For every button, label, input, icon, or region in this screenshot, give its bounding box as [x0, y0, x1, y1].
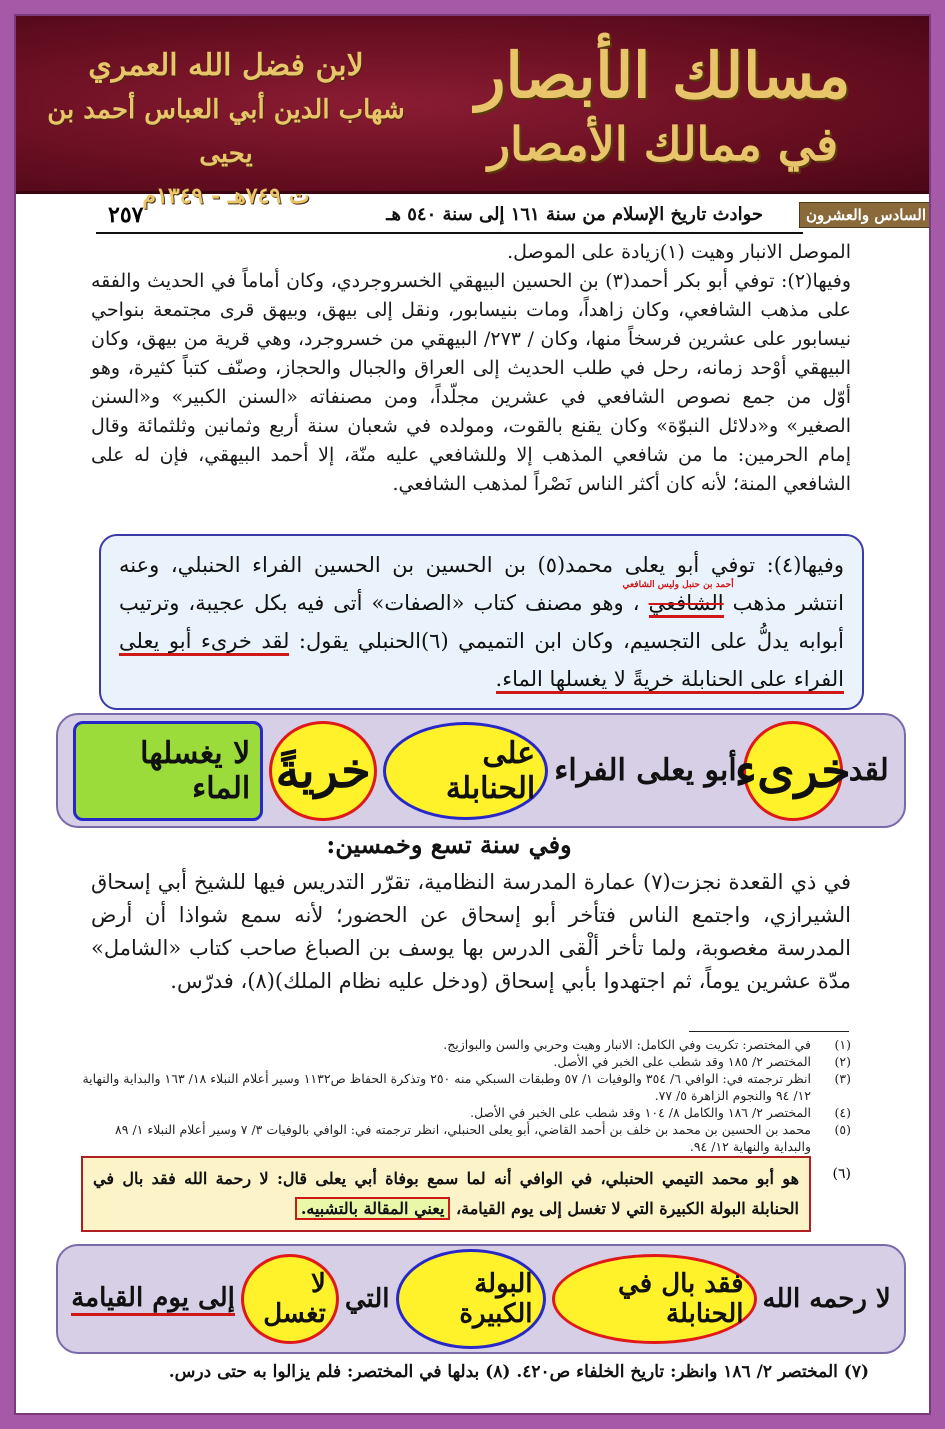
band2-word-bal: فقد بال في الحنابلة: [552, 1254, 757, 1344]
footnote-number: (٤): [834, 1105, 851, 1120]
footnote: [81, 1053, 851, 1070]
footnote-number: (١): [834, 1037, 851, 1052]
page-number: ٢٥٧: [108, 202, 144, 228]
footnote-number: (٥): [834, 1122, 851, 1137]
volume-tag: السادس والعشرون: [799, 202, 931, 228]
footnote-6-highlight: يعني المقالة بالتشبيه.: [295, 1197, 451, 1220]
footnote-6-box: [81, 1156, 811, 1232]
head-rule: [96, 232, 803, 234]
book-author: [36, 44, 416, 216]
book-title-line1: مسالك الأبصار: [475, 39, 851, 112]
band2-word-allati: التي: [344, 1284, 390, 1314]
band1-word-water: لا يغسلها الماء: [73, 721, 263, 821]
footnote: [81, 1121, 851, 1155]
running-head: [16, 202, 931, 234]
running-head-title: حوادث تاريخ الإسلام من سنة ١٦١ إلى سنة ٥٤٠ هـ: [386, 204, 763, 225]
footnote-6: [81, 1156, 851, 1232]
footnote-6-number: (٦): [832, 1166, 851, 1182]
band2-word-bawla: البولة الكبيرة: [396, 1249, 546, 1349]
paragraph-nizamiyya: في ذي القعدة نجزت(٧) عمارة المدرسة النظامية، تقرّر التدريس فيها للشيخ أبي إسحاق الشيرازي، واجتمع الناس فتأخر أبو إسحاق عن الحضور؛ لأنه سمع شواذا أن أرض المدرسة مغصوبة، ولما تأخر ألْقى الدرس بها يوسف بن الصباغ صاحب كتاب «الشامل» مدّة عشرين يوماً، ثم اجتهدوا بأبي إسحاق (ودخل عليه نظام الملك)(٨)، فدرّس.: [91, 870, 852, 993]
footnote-text: المختصر ٢/ ١٨٥ وقد شطب على الخبر في الأصل.: [553, 1054, 811, 1069]
band1-word-abuyala: أبو يعلى الفراء: [554, 753, 737, 788]
footnote-text: المختصر ٢/ ١٨٦ والكامل ٨/ ١٠٤ وقد شطب على الخبر في الأصل.: [470, 1105, 811, 1120]
book-title: [413, 36, 913, 181]
band2-word-qiyama: إلى يوم القيامة: [71, 1283, 235, 1316]
paragraph-line: الموصل الانبار وهيت (١)زيادة على الموصل.: [507, 241, 851, 263]
box-text-part2: ، وهو مصنف كتاب «الصفات» أتى فيه بكل عجيبة، وترتيب أبوابه يدلُّ على التجسيم، وكان ابن التميمي (٦)الحنبلي يقول:: [119, 591, 844, 653]
band1-word-khariya: خريةً: [269, 721, 377, 821]
footnote: [81, 1104, 851, 1121]
abu-yala-box: [99, 534, 864, 710]
footnote-text: انظر ترجمته في: الوافي ٦/ ٣٥٤ والوفيات ١/ ٥٧ وطبقات السبكي منه ٢٥٠ وتذكرة الحفاظ ص١١٣٢ وسير أعلام النبلاء ١٨/ ١٦٣ والبداية والنهاية ١٢/ ٩٤ والنجوم الزاهرة ٥/ ٧٧.: [82, 1071, 811, 1103]
footnote-number: (٢): [834, 1054, 851, 1069]
footnotes: [81, 1036, 851, 1155]
page: [14, 14, 931, 1415]
footnote-rule: [689, 1031, 849, 1032]
author-dates: ت ٧٤٩هـ - ١٣٤٩م: [142, 183, 310, 209]
band1-word-khari: خرىء: [743, 721, 843, 821]
section-heading: وفي سنة تسع وخمسين:: [326, 830, 572, 859]
footnote-text: في المختصر: تكريت وفي الكامل: الانبار وهيت وحربي والسن والبوازيج.: [443, 1037, 811, 1052]
book-title-line2: في ممالك الأمصار: [487, 117, 839, 171]
struck-word: الشافعي: [649, 591, 724, 618]
quote-band-1: [56, 713, 906, 828]
paragraph-body: وفيها(٢): توفي أبو بكر أحمد(٣) بن الحسين البيهقي الخسروجردي، وكان أماماً في الحديث والفقه على مذهب الشافعي، وكان زاهداً، ومات بنيسابور، ونقل إلى بيهق، وبيهق قرى مجتمعة بنواحي نيسابور على عشرين فرسخاً منها، وكان / ٢٧٣/ البيهقي من خسروجرد، وهي قرية من بيهق، وكان البيهقي أوْحد زمانه، رحل في طلب الحديث إلى العراق والجبال والحجاز، وصنّف كتباً كثيرة، وهو أوّل من جمع نصوص الشافعي في عشرين مجلّداً، ومن مصنفاته «السنن الكبير» و«السنن الصغير» و«دلائل النبوّة» وكان يقنع بالقوت، ومولده في شعبان سنة أربع وثمانين وثلثمائة وقال إمام الحرمين: ما من شافعي المذهب إلا وللشافعي عليه منّة، إلا أحمد البيهقي، فإن له على الشافعي المنة؛ لأنه كان أكثر الناس نَصْراً لمذهب الشافعي.: [91, 270, 851, 495]
bottom-footnotes: (٧) المختصر ٢/ ١٨٦ وانظر: تاريخ الخلفاء ص٤٢٠. (٨) بدلها في المختصر: فلم يزالوا به حتى درس.: [168, 1362, 869, 1382]
margin-note: أحمد بن حنبل وليس الشافعي: [622, 580, 734, 590]
footnote-number: (٣): [834, 1071, 851, 1086]
band2-word-la-rahimahu: لا رحمه الله: [762, 1284, 891, 1314]
box-text-part1: وفيها(٤): توفي أبو يعلى محمد(٥) بن الحسين بن الحسين الفراء الحنبلي، وعنه انتشر مذهب: [119, 553, 844, 615]
band1-word-hanabila: على الحنابلة: [383, 722, 548, 820]
author-line2: شهاب الدين أبي العباس أحمد بن يحيى: [47, 95, 405, 169]
footnote-text: محمد بن الحسين بن محمد بن خلف بن أحمد القاضي، أبو يعلى الحنبلي، انظر ترجمته في: الوافي بالوفيات ٣/ ٧ وسير أعلام النبلاء ١/ ٨٩ والبداية والنهاية ١٢/ ٩٤.: [115, 1122, 811, 1154]
footnote-6-text: هو أبو محمد التيمي الحنبلي، في الوافي أنه لما سمع بوفاة أبي يعلى قال: لا رحمة الله فقد بال في الحنابلة البولة الكبيرة التي لا تغسل إلى يوم القيامة،: [93, 1169, 800, 1218]
author-line1: لابن فضل الله العمري: [88, 48, 364, 83]
footnote: [81, 1036, 851, 1053]
underlined-quote: لقد خرىء أبو يعلى الفراء على الحنابلة خريةً لا يغسلها الماء.: [119, 629, 844, 694]
book-banner: [16, 16, 931, 209]
paragraph-bayhaqi: [91, 238, 851, 543]
band1-word-laqad: لقد: [848, 753, 889, 788]
footnote: [81, 1070, 851, 1104]
band2-word-la-tughsal: لا تغسل: [241, 1254, 339, 1344]
struck-word-wrapper: [622, 580, 734, 622]
quote-band-2: [56, 1244, 906, 1354]
